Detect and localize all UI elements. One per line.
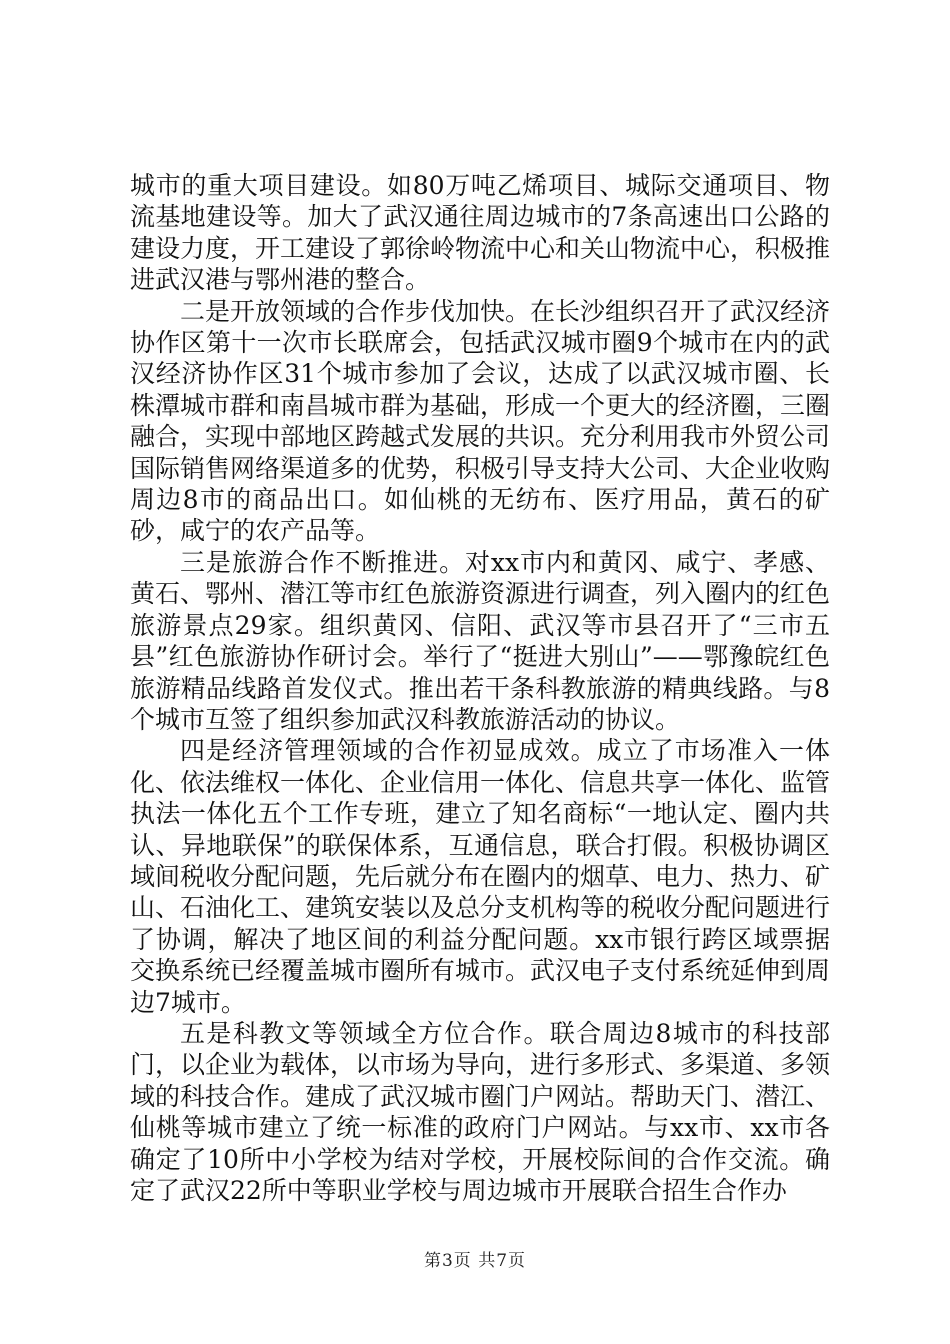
page-number-footer: 第3页 共7页 [423, 1251, 527, 1271]
paragraph-5: 五是科教文等领域全方位合作。联合周边8城市的科技部门，以企业为载体，以市场为导向，进行多形式、多渠道、多领域的科技合作。建成了武汉城市圈门户网站。帮助天门、潜江、仙桃等城市建立了统一标准的政府门户网站。与xx市、xx市各确定了10所中小学校为结对学校，开展校际间的合作交流。确定了武汉22所中等职业学校与周边城市开展联合招生合作办 [130, 1018, 831, 1205]
paragraph-2: 二是开放领域的合作步伐加快。在长沙组织召开了武汉经济协作区第十一次市长联席会，包括武汉城市圈9个城市在内的武汉经济协作区31个城市参加了会议，达成了以武汉城市圈、长株潭城市群和南昌城市群为基础，形成一个更大的经济圈，三圈融合，实现中部地区跨越式发展的共识。充分利用我市外贸公司国际销售网络渠道多的优势，积极引导支持大公司、大企业收购周边8市的商品出口。如仙桃的无纺布、医疗用品，黄石的矿砂，咸宁的农产品等。 [130, 296, 831, 546]
paragraph-3: 三是旅游合作不断推进。对xx市内和黄冈、咸宁、孝感、黄石、鄂州、潜江等市红色旅游资源进行调查，列入圈内的红色旅游景点29家。组织黄冈、信阳、武汉等市县召开了“三市五县”红色旅游协作研讨会。举行了“挺进大别山”——鄂豫皖红色旅游精品线路首发仪式。推出若干条科教旅游的精典线路。与8个城市互签了组织参加武汉科教旅游活动的协议。 [130, 547, 831, 734]
document-body [130, 170, 830, 1206]
paragraph-1: 城市的重大项目建设。如80万吨乙烯项目、城际交通项目、物流基地建设等。加大了武汉通往周边城市的7条高速出口公路的建设力度，开工建设了郭徐岭物流中心和关山物流中心，积极推进武汉港与鄂州港的整合。 [130, 171, 831, 295]
paragraph-4: 四是经济管理领域的合作初显成效。成立了市场准入一体化、依法维权一体化、企业信用一体化、信息共享一体化、监管执法一体化五个工作专班，建立了知名商标“一地认定、圈内共认、异地联保”的联保体系，互通信息，联合打假。积极协调区域间税收分配问题，先后就分布在圈内的烟草、电力、热力、矿山、石油化工、建筑安装以及总分支机构等的税收分配问题进行了协调，解决了地区间的利益分配问题。xx市银行跨区域票据交换系统已经覆盖城市圈所有城市。武汉电子支付系统延伸到周边7城市。 [130, 736, 831, 1017]
